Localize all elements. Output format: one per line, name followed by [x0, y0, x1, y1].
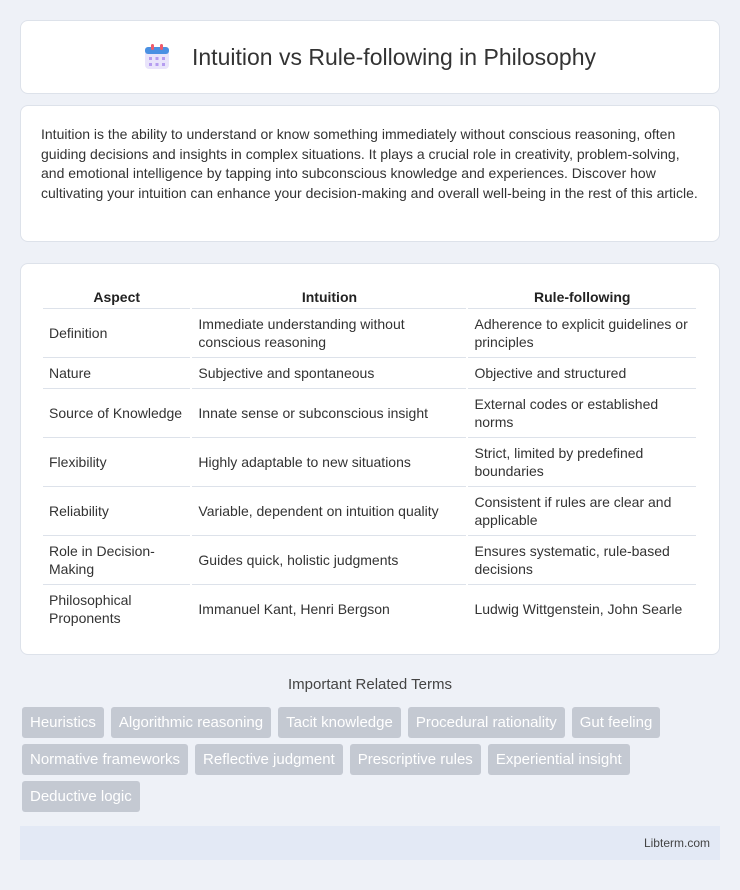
related-term-tag[interactable]: Deductive logic [22, 781, 140, 812]
page-title: Intuition vs Rule-following in Philosophy [192, 43, 596, 70]
table-cell: Source of Knowledge [43, 388, 190, 437]
related-term-tag[interactable]: Tacit knowledge [278, 707, 401, 738]
table-cell: Highly adaptable to new situations [192, 437, 466, 486]
comparison-table [41, 286, 698, 633]
table-cell: Immediate understanding without conscious reasoning [192, 308, 466, 357]
table-cell: Nature [43, 357, 190, 388]
table-cell: Subjective and spontaneous [192, 357, 466, 388]
intro-section [20, 105, 720, 242]
table-row [43, 388, 696, 437]
table-cell: Adherence to explicit guidelines or principles [468, 308, 696, 357]
calendar-icon [144, 44, 170, 70]
page-header [20, 20, 720, 94]
table-cell: Variable, dependent on intuition quality [192, 486, 466, 535]
related-term-tag[interactable]: Experiential insight [488, 744, 630, 775]
comparison-table-card [20, 263, 720, 655]
column-header-rule-following: Rule-following [534, 289, 631, 305]
table-cell: Objective and structured [468, 357, 696, 388]
table-row [43, 486, 696, 535]
table-row [43, 584, 696, 633]
table-row [43, 437, 696, 486]
table-cell: Consistent if rules are clear and applicable [468, 486, 696, 535]
related-term-tag[interactable]: Normative frameworks [22, 744, 188, 775]
footer [20, 826, 720, 860]
related-term-tag[interactable]: Heuristics [22, 707, 104, 738]
related-terms-title: Important Related Terms [288, 676, 452, 693]
table-row [43, 308, 696, 357]
table-cell: Guides quick, holistic judgments [192, 535, 466, 584]
table-cell: Role in Decision-Making [43, 535, 190, 584]
related-term-tag[interactable]: Gut feeling [572, 707, 661, 738]
table-cell: Reliability [43, 486, 190, 535]
intro-text: Intuition is the ability to understand or know something immediately without conscious reasoning, often guiding decisions and insights in complex situations. It plays a crucial role in creativity, problem-solving, and emotional intelligence by tapping into subconscious knowledge and experiences. Discover how cultivating your intuition can enhance your decision-making and overall well-being in the rest of this article. [41, 126, 698, 201]
table-cell: Flexibility [43, 437, 190, 486]
footer-site-link[interactable]: Libterm.com [643, 836, 710, 850]
table-cell: Ludwig Wittgenstein, John Searle [468, 584, 696, 633]
related-term-tag[interactable]: Algorithmic reasoning [111, 707, 271, 738]
table-header-row [43, 286, 696, 308]
table-cell: Definition [43, 308, 190, 357]
related-term-tag[interactable]: Reflective judgment [195, 744, 343, 775]
related-term-tag[interactable]: Prescriptive rules [350, 744, 481, 775]
table-cell: External codes or established norms [468, 388, 696, 437]
related-terms-list [22, 707, 722, 818]
table-cell: Innate sense or subconscious insight [192, 388, 466, 437]
column-header-intuition: Intuition [301, 289, 358, 305]
table-row [43, 535, 696, 584]
table-cell: Philosophical Proponents [43, 584, 190, 633]
table-cell: Ensures systematic, rule-based decisions [468, 535, 696, 584]
table-cell: Immanuel Kant, Henri Bergson [192, 584, 466, 633]
table-cell: Strict, limited by predefined boundaries [468, 437, 696, 486]
table-row [43, 357, 696, 388]
related-term-tag[interactable]: Procedural rationality [408, 707, 565, 738]
column-header-aspect: Aspect [93, 289, 141, 305]
